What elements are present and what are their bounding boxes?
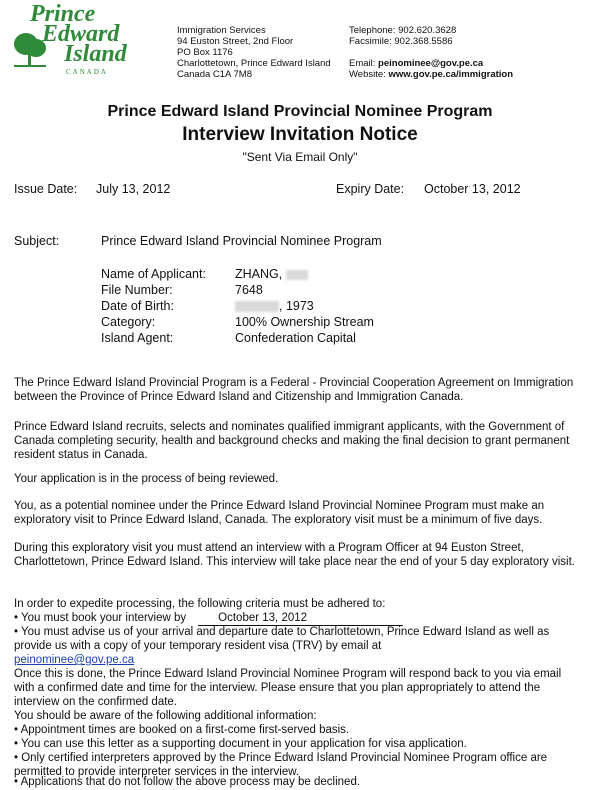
paragraph-confirmation: Once this is done, the Prince Edward Island Provincial Nominee Program will respond back to you via email with a confirmed date and time for the interview. Please ensure that you plan appropriately to attend the interview on the confirmed date. — [14, 668, 562, 708]
info-interpreters: • Only certified interpreters approved by the Prince Edward Island Provincial Nominee Program office are permitted to provide interpreter services in the interview. — [14, 752, 548, 778]
issue-date-value: July 13, 2012 — [96, 182, 171, 196]
website-label: Website: — [349, 69, 389, 80]
paragraph-interview: During this exploratory visit you must attend an interview with a Program Officer at 94 Euston Street, Charlottetown, Prince Edward Island. This interview will take place near the end of your 5 day exploratory visit. — [14, 542, 576, 568]
paragraph-exploratory-visit: You, as a potential nominee under the Prince Edward Island Provincial Nominee Program must make an exploratory visit to Prince Edward Island, Canada. The exploratory visit must be a minimum of five days. — [14, 500, 545, 526]
bullet-advise-arrival — [14, 625, 580, 667]
agent-value: Confederation Capital — [235, 331, 356, 345]
contact-info — [349, 25, 513, 80]
website-value[interactable]: www.gov.pe.ca/immigration — [388, 69, 514, 80]
program-title: Prince Edward Island Provincial Nominee Program — [107, 103, 493, 120]
name-label: Name of Applicant: — [101, 267, 206, 281]
agent-label: Island Agent: — [101, 331, 174, 345]
paragraph-recruitment: Prince Edward Island recruits, selects and nominates qualified immigrant applicants, with the Government of Canada completing security, health and background checks and making the final decision to grant permanent resident status in Canada. — [14, 421, 570, 461]
applicant-labels — [101, 266, 206, 346]
info-supporting-document: • You can use this letter as a supporting document in your application for visa application. — [14, 738, 467, 750]
aware-intro: You should be aware of the following additional information: — [14, 710, 317, 722]
office-line: Charlottetown, Prince Edward Island — [177, 58, 331, 69]
office-line: 94 Euston Street, 2nd Floor — [177, 36, 294, 47]
subject-label: Subject: — [14, 234, 60, 248]
dob-row — [235, 298, 374, 314]
expiry-date-label: Expiry Date: — [336, 182, 405, 196]
telephone: Telephone: 902.620.3628 — [349, 25, 457, 36]
expiry-date-value: October 13, 2012 — [424, 182, 521, 196]
name-value: ZHANG, — [235, 267, 283, 281]
logo-word-prince: Prince — [30, 1, 96, 27]
interview-deadline: October 13, 2012 — [198, 611, 403, 626]
applicant-values — [235, 266, 374, 346]
office-line: PO Box 1176 — [177, 47, 233, 58]
dob-value: , 1973 — [279, 299, 314, 313]
info-appointments: • Appointment times are booked on a first-come first-served basis. — [14, 724, 350, 736]
name-row — [235, 266, 374, 282]
email-label: Email: — [349, 58, 379, 69]
info-declined: • Applications that do not follow the above process may be declined. — [14, 776, 361, 788]
office-address — [177, 25, 331, 80]
email-link[interactable]: peinominee@gov.pe.ca — [14, 654, 135, 666]
logo-canada: CANADA — [66, 68, 108, 76]
issue-date-label: Issue Date: — [14, 182, 78, 196]
bullet-advise-text: • You must advise us of your arrival and departure date to Charlottetown, Prince Edward Island as well as provide us with a copy of your temporary resident visa (TRV) by email at — [14, 626, 550, 652]
office-line: Canada C1A 7M8 — [177, 69, 252, 80]
category-value: 100% Ownership Stream — [235, 315, 374, 329]
sent-via: "Sent Via Email Only" — [242, 150, 358, 164]
redacted-name — [286, 270, 308, 280]
logo-word-edward: Edward — [42, 21, 120, 47]
category-label: Category: — [101, 315, 156, 329]
website-line — [349, 69, 513, 80]
email-value[interactable]: peinominee@gov.pe.ca — [378, 58, 484, 69]
pei-logo — [12, 2, 142, 82]
bullet-book-text: • You must book your interview by — [14, 612, 187, 624]
logo-word-island: Island — [64, 41, 127, 67]
office-line: Immigration Services — [177, 25, 266, 36]
file-value: 7648 — [235, 283, 263, 297]
email-line — [349, 58, 513, 69]
facsimile: Facsimile: 902.368.5586 — [349, 36, 453, 47]
criteria-intro: In order to expedite processing, the following criteria must be adhered to: — [14, 598, 386, 610]
bullet-book-interview — [14, 611, 580, 626]
notice-title: Interview Invitation Notice — [182, 124, 418, 145]
paragraph-program-description: The Prince Edward Island Provincial Program is a Federal - Provincial Cooperation Agreement on Immigration between the Province of Prince Edward Island and Citizenship and Immigration Canada. — [14, 377, 574, 403]
redacted-dob — [235, 301, 279, 312]
dob-label: Date of Birth: — [101, 299, 174, 313]
subject-value: Prince Edward Island Provincial Nominee Program — [101, 234, 382, 248]
paragraph-status: Your application is in the process of being reviewed. — [14, 473, 279, 485]
file-label: File Number: — [101, 283, 173, 297]
